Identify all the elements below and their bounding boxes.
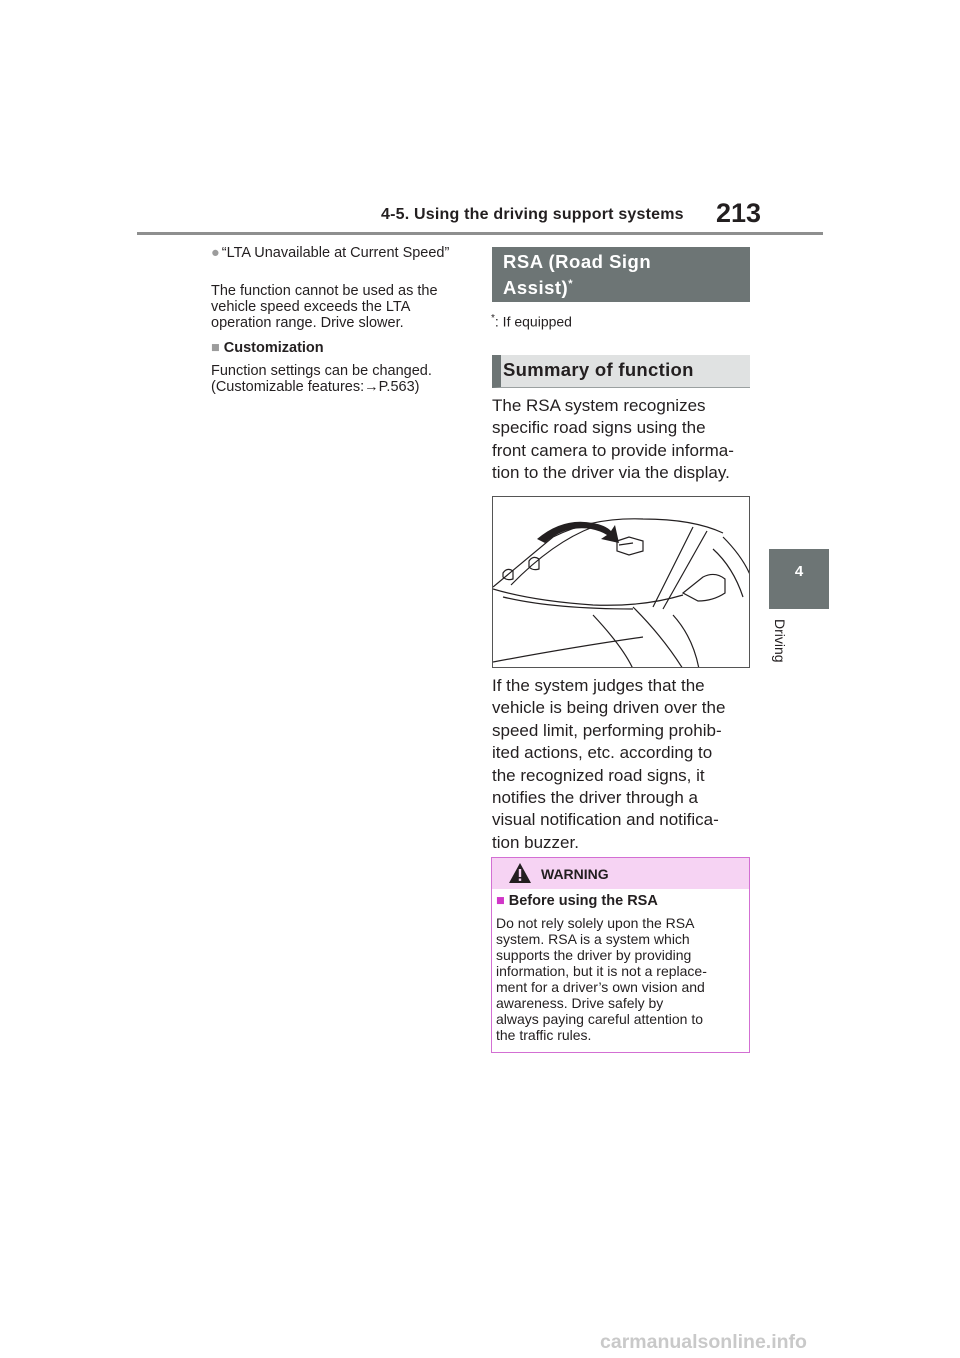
summary-heading: Summary of function	[503, 359, 694, 380]
chapter-number: 4	[794, 563, 804, 580]
page-number: 213	[716, 198, 762, 228]
section-title: 4-5. Using the driving support systems	[381, 206, 684, 223]
header-rule	[137, 232, 823, 235]
customization-heading: ■ Customization	[211, 340, 324, 356]
warning-body: Do not rely solely upon the RSA system. RSA is a system which supports the driver by providing information, but it is not a replace- ment for a driver’s own vision and awareness. Drive safely by always paying careful attention to the traffic rules.	[496, 915, 707, 1043]
chapter-label: Driving	[772, 619, 788, 663]
summary-paragraph: The RSA system recognizes specific road signs using the front camera to provide informa- tion to the driver via the display.	[492, 396, 734, 483]
equipped-note: *: If equipped	[491, 313, 572, 330]
square-bullet-icon: ■	[496, 893, 505, 909]
bullet-description: The function cannot be used as the vehicle speed exceeds the LTA operation range. Drive slower.	[211, 283, 438, 331]
bullet-item: ● “LTA Unavailable at Current Speed”	[211, 245, 450, 261]
customization-text: Function settings can be changed. (Customizable features:→P.563)	[211, 363, 473, 395]
bullet-dot-icon: ●	[211, 245, 220, 261]
square-bullet-icon: ■	[211, 340, 220, 356]
judgement-paragraph: If the system judges that the vehicle is being driven over the speed limit, performing prohib- ited actions, etc. according to the recognized road signs, it notifies the driver through a visual notification and notifica- tion buzzer.	[492, 676, 726, 852]
car-interior-drawing	[493, 497, 750, 668]
watermark: carmanualsonline.info	[600, 1331, 807, 1353]
warning-label: WARNING	[541, 866, 609, 882]
warning-triangle-icon	[508, 862, 532, 884]
page-reference-link[interactable]: (Customizable features:→P.563)	[211, 379, 420, 395]
windshield-camera-illustration	[492, 496, 750, 668]
rsa-heading: RSA (Road Sign Assist)*	[503, 251, 652, 299]
warning-subheading: ■ Before using the RSA	[496, 893, 658, 909]
